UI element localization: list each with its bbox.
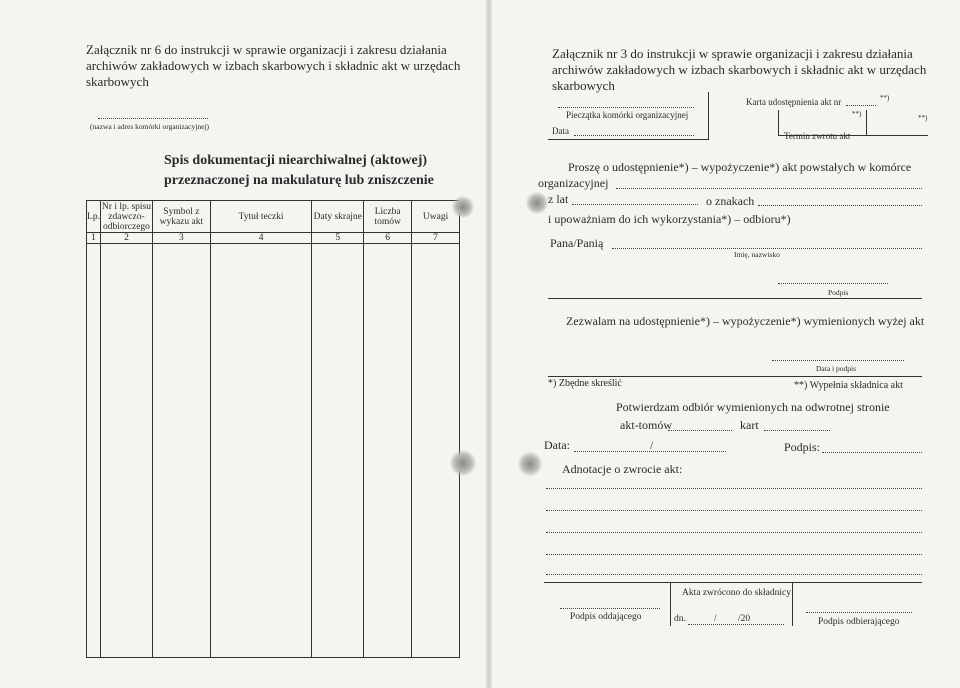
sign2-label: Podpis: <box>784 440 821 454</box>
section-separator <box>548 298 922 299</box>
col-header: Tytuł teczki <box>210 201 312 233</box>
date3-line <box>688 624 784 625</box>
signature-line <box>778 283 888 284</box>
col-number: 2 <box>100 233 152 244</box>
col-number: 1 <box>87 233 101 244</box>
handing-line <box>560 608 660 609</box>
doc-title-1: Spis dokumentacji niearchiwalnej (aktowej) <box>164 153 428 168</box>
sheets-line <box>764 430 830 431</box>
notes-line <box>546 488 922 489</box>
card-mark: **) <box>852 110 862 118</box>
stamp-line <box>558 107 694 108</box>
col-number: 4 <box>210 233 312 244</box>
bottom-box-divider <box>792 582 793 626</box>
box-bottom <box>548 139 708 140</box>
footnote-1: *) Zbędne skreślić <box>548 378 622 389</box>
sign2-line <box>822 452 922 453</box>
date3-year: /20 <box>738 614 751 624</box>
col-number: 6 <box>364 233 412 244</box>
inventory-table <box>86 200 460 658</box>
punch-hole-mark <box>452 196 474 218</box>
notes-line <box>546 532 922 533</box>
handing-label: Podpis oddającego <box>570 612 642 622</box>
punch-hole-mark <box>526 192 548 214</box>
date3-prefix: dn. <box>674 614 686 624</box>
date2-label: Data: <box>544 438 570 452</box>
punch-hole-mark <box>450 450 476 476</box>
deadline-label: Termin zwrotu akt <box>784 131 851 141</box>
table-body-row <box>87 244 460 658</box>
notes-line <box>546 554 922 555</box>
col-number: 7 <box>412 233 460 244</box>
request-text: Proszę o udostępnienie*) – wypożyczenie*) akt powstałych w komórce <box>568 160 912 174</box>
org-word: organizacyjnej <box>538 176 609 190</box>
card-number-line <box>846 105 876 106</box>
date2-sep: / <box>650 438 654 452</box>
card-mark: **) <box>918 114 928 122</box>
years-label: z lat <box>548 192 569 206</box>
org-line <box>98 118 208 119</box>
returned-label: Akta zwrócono do składnicy <box>682 588 791 598</box>
person-line <box>612 248 922 249</box>
right-header: Załącznik nr 3 do instrukcji w sprawie organizacji i zakresu działania archiwów zakładowych w izbach skarbowych i składnic akt w urzędach skarbowych <box>552 46 927 93</box>
section-separator <box>548 376 922 377</box>
receiving-line <box>806 612 912 613</box>
col-header: Uwagi <box>412 201 460 233</box>
punch-hole-mark <box>518 452 542 476</box>
notes-line <box>546 510 922 511</box>
card-label: Karta udostępnienia akt nr <box>746 97 842 107</box>
bottom-box-divider <box>670 582 671 626</box>
bottom-box-top <box>544 582 922 583</box>
person-label: Pana/Panią <box>550 236 604 250</box>
col-header: Symbol z wykazu akt <box>152 201 210 233</box>
permit-text: Zezwalam na udostępnienie*) – wypożyczenie*) wymienionych wyżej akt <box>566 314 925 328</box>
col-number: 3 <box>152 233 210 244</box>
left-header: Załącznik nr 6 do instrukcji w sprawie organizacji i zakresu działania archiwów zakładowych w izbach skarbowych i składnic akt w urzędach skarbowych <box>86 42 461 89</box>
volumes-line <box>668 430 732 431</box>
notes-line <box>546 574 922 575</box>
col-header: Nr i lp. spisu zdawczo-odbiorczego <box>101 201 152 232</box>
date-line <box>574 135 694 136</box>
receiving-label: Podpis odbierającego <box>818 617 900 627</box>
col-header: Daty skrajne <box>312 201 364 233</box>
signs-label: o znakach <box>706 194 755 208</box>
card-divider <box>866 110 867 136</box>
confirm-text: Potwierdzam odbiór wymienionych na odwrotnej stronie <box>616 400 890 414</box>
date3-mid: / <box>714 614 717 624</box>
table-number-row <box>87 233 460 244</box>
signature-caption: Podpis <box>828 288 849 297</box>
stamp-label: Pieczątka komórki organizacyjnej <box>566 110 689 120</box>
table-header-row <box>87 201 460 233</box>
right-page <box>488 0 960 688</box>
col-header: Liczba tomów <box>364 201 412 233</box>
sheets-label: kart <box>740 418 759 432</box>
date-sign-caption: Data i podpis <box>816 364 856 373</box>
years-line <box>572 204 698 205</box>
volumes-label: akt-tomów <box>620 418 672 432</box>
date-label: Data <box>552 126 569 136</box>
card-mark: **) <box>880 94 890 102</box>
notes-label: Adnotacje o zwrocie akt: <box>562 462 683 476</box>
signs-line <box>758 205 922 206</box>
org-label: (nazwa i adres komórki organizacyjnej) <box>90 122 209 131</box>
footnote-2: **) Wypełnia składnica akt <box>794 380 903 391</box>
card-divider <box>778 110 779 136</box>
name-caption: Imię, nazwisko <box>734 250 780 259</box>
org-line <box>616 188 922 189</box>
col-number: 5 <box>312 233 364 244</box>
box-divider <box>708 92 709 140</box>
date-sign-line <box>772 360 904 361</box>
authorize-text: i upoważniam do ich wykorzystania*) – odbioru*) <box>548 212 791 226</box>
col-header: Lp. <box>87 201 101 233</box>
doc-title-2: przeznaczonej na makulaturę lub zniszczenie <box>164 173 434 188</box>
